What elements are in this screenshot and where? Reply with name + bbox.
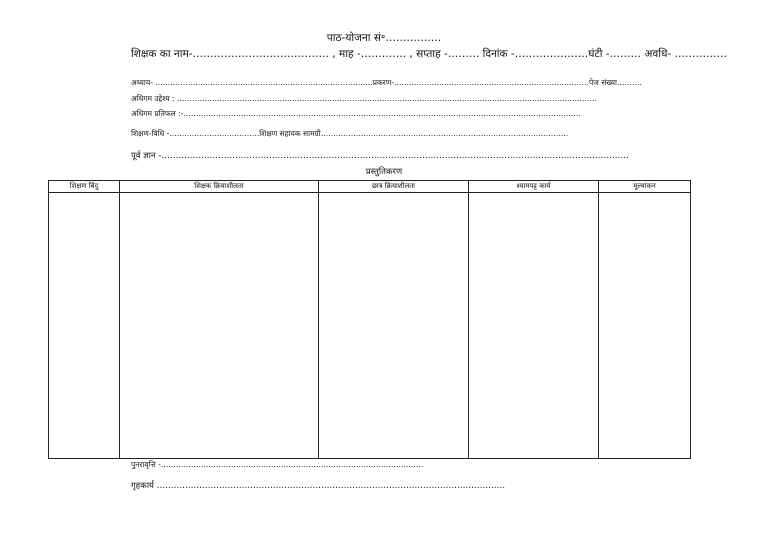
col-teacher-activity: शिक्षक क्रियाशीलता bbox=[120, 181, 319, 193]
cell-blackboard-work[interactable] bbox=[469, 193, 599, 459]
teacher-date-line: शिक्षक का नाम-………………………………… , माह -…………. , सप्ताह -……… दिनांक -…………………घंटी -……… अवधि- …………… bbox=[131, 48, 728, 60]
learning-outcome-field: अधिगम प्रतिफल :-…………………………………………………………………………………………………………………………………………… bbox=[131, 109, 581, 118]
chapter-field: अध्याय- ……………………………………………………………………………प्रकरण-……………………………………………………………………पेज संख्या………. bbox=[131, 78, 642, 87]
lesson-plan-table bbox=[48, 180, 691, 459]
prior-knowledge-field: पूर्व ज्ञान -………………………………………………………………………………………………………………………………………………… bbox=[131, 151, 629, 161]
col-teaching-point: शिक्षण बिंदु bbox=[49, 181, 120, 193]
learning-objective-field: अधिगम उद्देश्य : …………………………………………………………………………………………………………………………………………………… bbox=[131, 94, 597, 103]
homework-field: गृहकार्य …………………………………………………………………………………………………………… bbox=[131, 481, 506, 491]
col-blackboard-work: श्यामपट्ट कार्य bbox=[469, 181, 599, 193]
cell-teacher-activity[interactable] bbox=[120, 193, 319, 459]
col-evaluation: मूल्यांकन bbox=[599, 181, 691, 193]
table-header-row bbox=[49, 181, 691, 193]
cell-teaching-point[interactable] bbox=[49, 193, 120, 459]
cell-student-activity[interactable] bbox=[319, 193, 469, 459]
cell-evaluation[interactable] bbox=[599, 193, 691, 459]
revision-field: पुनरावृत्ति -…………………………………………………………………………………………… bbox=[131, 460, 424, 469]
col-student-activity: छात्र क्रियाशीलता bbox=[319, 181, 469, 193]
table-row bbox=[49, 193, 691, 459]
teaching-method-field: शिक्षण-विधि -………………………………शिक्षण सहायक सामग्री……………………………………………………………………………………… bbox=[131, 129, 569, 138]
presentation-heading: प्रस्तुतिकरण bbox=[365, 167, 403, 177]
lesson-plan-title: पाठ-योजना सं॰……………. bbox=[326, 32, 442, 44]
